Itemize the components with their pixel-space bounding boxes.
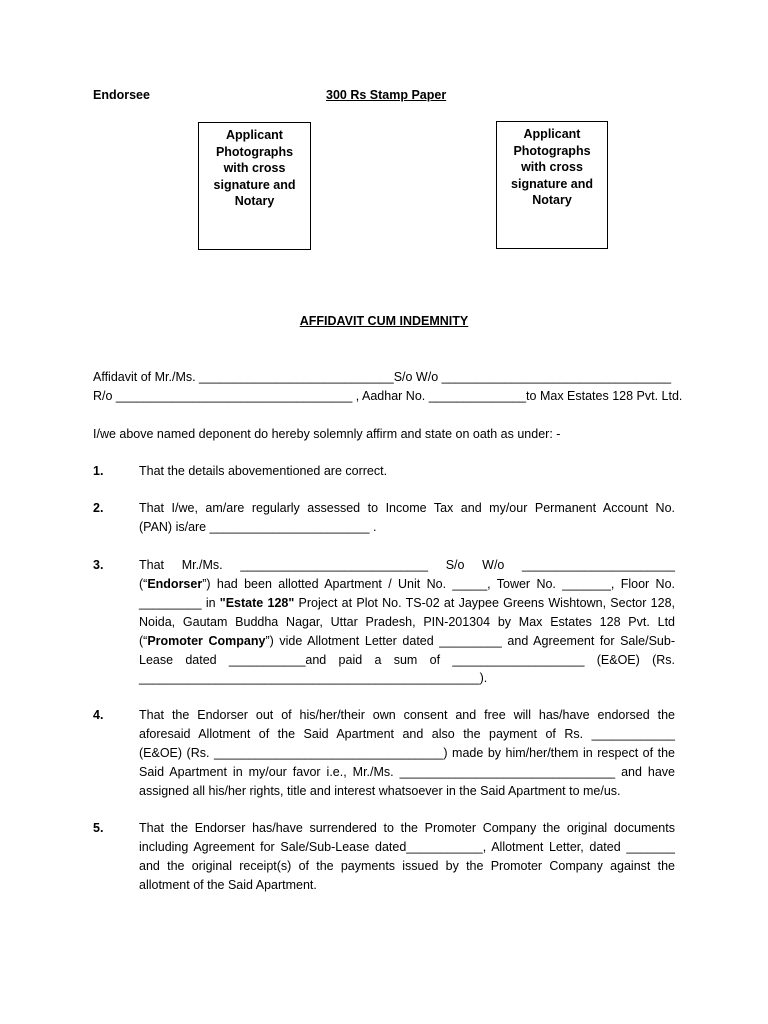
photo-box-line: signature and: [511, 176, 593, 191]
photo-box-line: Notary: [234, 194, 275, 208]
photo-box-right: [496, 121, 608, 249]
clause-line: Noida, Gautam Buddha Nagar, Uttar Pradesh, PIN-201304 by Max Estates 128 Pvt. Ltd: [139, 614, 675, 629]
clause-line: (PAN) is/are _______________________ .: [139, 519, 377, 534]
clause-line: assigned all his/her rights, title and interest whatsoever in the Said Apartment to me/us.: [139, 783, 621, 798]
clause-line: That I/we, am/are regularly assessed to Income Tax and my/our Permanent Account No.: [139, 501, 675, 515]
clause-line: _________ in "Estate 128" Project at Plot No. TS-02 at Jaypee Greens Wishtown, Sector 128,: [139, 595, 675, 610]
clause-line: That the details abovementioned are correct.: [139, 464, 388, 478]
photo-box-line: Photographs: [215, 144, 294, 159]
clause-number: 2.: [93, 501, 104, 515]
clause-4: [139, 706, 675, 801]
intro-line-2: R/o __________________________________ , Aadhar No. ______________to Max Estates 128 Pvt. Ltd.: [93, 389, 683, 403]
clause-line: Said Apartment in my/our favor i.e., Mr./Ms. _______________________________ and have: [139, 764, 675, 779]
clause-number: 3.: [93, 558, 104, 572]
photo-box-left: [198, 122, 311, 250]
document-title: AFFIDAVIT CUM INDEMNITY: [299, 314, 469, 328]
photo-box-line: with cross: [223, 161, 286, 175]
intro-line-1: Affidavit of Mr./Ms. ____________________________S/o W/o _________________________________: [93, 370, 672, 384]
clause-line: That the Endorser out of his/her/their own consent and free will has/have endorsed the: [139, 708, 675, 722]
clause-line: aforesaid Allotment of the Said Apartment and also the payment of Rs. ____________: [139, 726, 675, 741]
photo-box-line: Applicant: [226, 128, 283, 142]
stamp-paper-label: 300 Rs Stamp Paper: [326, 88, 447, 102]
clause-2: [139, 499, 675, 537]
clause-line: (“Promoter Company”) vide Allotment Letter dated _________ and Agreement for Sale/Sub-: [139, 633, 675, 648]
clause-line: and the original receipt(s) of the payments issued by the Promoter Company against the: [139, 858, 675, 873]
clause-line: Lease dated ___________and paid a sum of ___________________ (E&OE) (Rs.: [139, 652, 675, 667]
photo-box-line: Applicant: [523, 127, 581, 141]
clause-line: allotment of the Said Apartment.: [139, 877, 317, 892]
photo-box-line: with cross: [521, 160, 583, 174]
clause-1: [139, 462, 675, 481]
clause-5: [139, 819, 675, 895]
photo-box-line: Photographs: [513, 143, 591, 158]
endorsee-label: Endorsee: [93, 88, 150, 102]
clause-line: including Agreement for Sale/Sub-Lease dated___________, Allotment Letter, dated _______: [139, 839, 675, 854]
clause-number: 5.: [93, 821, 104, 835]
clause-line: _________________________________________________).: [139, 671, 488, 686]
clause-number: 1.: [93, 464, 104, 478]
clause-line: (E&OE) (Rs. _________________________________) made by him/her/them in respect of the: [139, 745, 675, 760]
clause-line: That the Endorser has/have surrendered to the Promoter Company the original documents: [139, 821, 675, 835]
photo-box-line: Notary: [532, 193, 572, 207]
photo-box-line: signature and: [213, 177, 296, 192]
clause-number: 4.: [93, 708, 104, 722]
affirmation-text: I/we above named deponent do hereby solemnly affirm and state on oath as under: -: [93, 427, 561, 441]
clause-line: That Mr./Ms. ___________________________ S/o W/o ______________________: [139, 558, 675, 572]
clause-3: [139, 556, 675, 688]
clause-line: (“Endorser”) had been allotted Apartment / Unit No. _____, Tower No. _______, Floor No.: [139, 576, 675, 591]
